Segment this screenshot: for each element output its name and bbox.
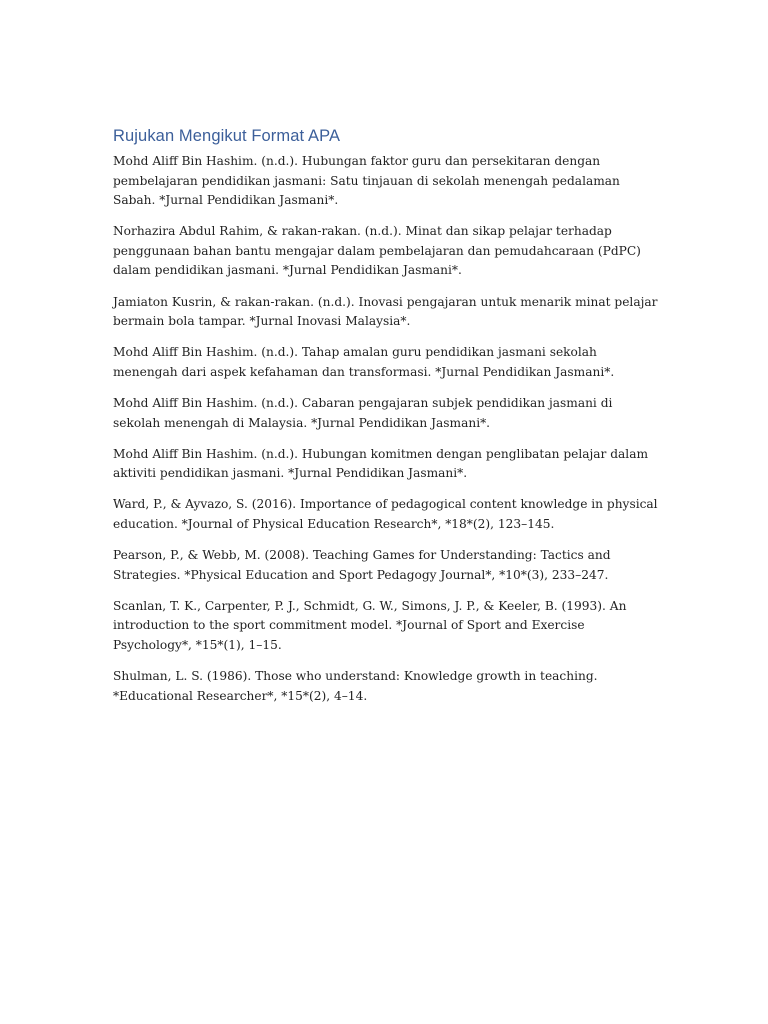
reference-entry: Mohd Aliff Bin Hashim. (n.d.). Hubungan komitmen dengan penglibatan pelajar dalam aktiviti pendidikan jasmani. *Jurnal Pendidikan Jasmani*. bbox=[113, 446, 649, 481]
reference-list bbox=[113, 152, 661, 706]
document-page bbox=[113, 124, 661, 718]
reference-entry: Pearson, P., & Webb, M. (2008). Teaching Games for Understanding: Tactics and Strategies. *Physical Education and Sport Pedagogy Journal*, *10*(3), 233–247. bbox=[113, 548, 611, 582]
reference-entry: Ward, P., & Ayvazo, S. (2016). Importance of pedagogical content knowledge in physical education. *Journal of Physical Education Research*, *18*(2), 123–145. bbox=[113, 497, 658, 531]
reference-entry: Mohd Aliff Bin Hashim. (n.d.). Cabaran pengajaran subjek pendidikan jasmani di sekolah menengah di Malaysia. *Jurnal Pendidikan Jasmani*. bbox=[113, 395, 613, 430]
reference-entry: Scanlan, T. K., Carpenter, P. J., Schmidt, G. W., Simons, J. P., & Keeler, B. (1993). An introduction to the sport commitment model. *Journal of Sport and Exercise Psychology*, *15*(1), 1–15. bbox=[113, 598, 627, 652]
reference-entry: Mohd Aliff Bin Hashim. (n.d.). Hubungan faktor guru dan persekitaran dengan pembelajaran pendidikan jasmani: Satu tinjauan di sekolah menengah pedalaman Sabah. *Jurnal Pendidikan Jasmani*. bbox=[113, 154, 620, 208]
reference-entry: Mohd Aliff Bin Hashim. (n.d.). Tahap amalan guru pendidikan jasmani sekolah menengah dari aspek kefahaman dan transformasi. *Jurnal Pendidikan Jasmani*. bbox=[113, 345, 615, 379]
reference-entry: Shulman, L. S. (1986). Those who understand: Knowledge growth in teaching. *Educational Researcher*, *15*(2), 4–14. bbox=[113, 668, 598, 703]
reference-entry: Jamiaton Kusrin, & rakan-rakan. (n.d.). Inovasi pengajaran untuk menarik minat pelajar bermain bola tampar. *Jurnal Inovasi Malaysia*. bbox=[113, 294, 658, 329]
references-heading: Rujukan Mengikut Format APA bbox=[113, 127, 341, 145]
reference-entry: Norhazira Abdul Rahim, & rakan-rakan. (n.d.). Minat dan sikap pelajar terhadap penggunaan bahan bantu mengajar dalam pembelajaran dan pemudahcaraan (PdPC) dalam pendidikan jasmani. *Jurnal Pendidikan Jasmani*. bbox=[113, 224, 641, 278]
